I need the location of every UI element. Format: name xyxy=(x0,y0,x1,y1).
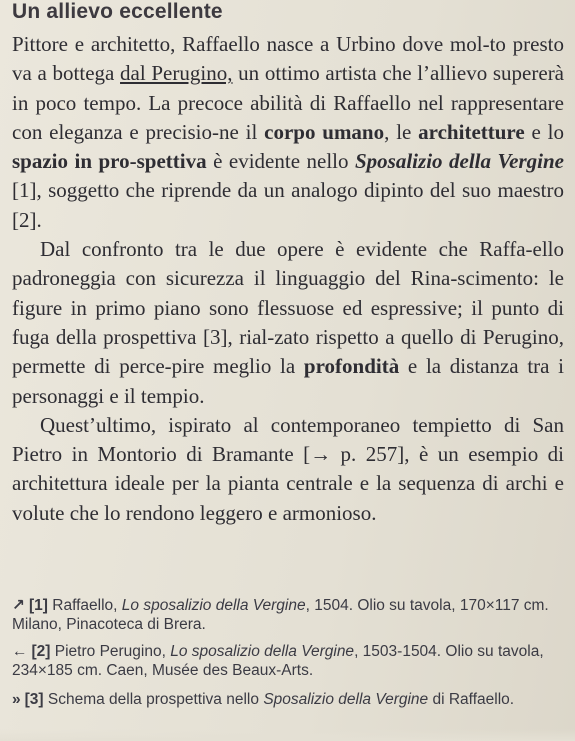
caption-1: ↗ [1] Raffaello, Lo sposalizio della Vergine, 1504. Olio su tavola, 170×117 cm. Milano, Pinacoteca di Brera. xyxy=(12,597,549,633)
paragraph-2: Dal confronto tra le due opere è evidente che Raffa-ello padroneggia con sicurezza il linguaggio del Rina-scimento: le figure in primo piano sono flessuose ed espressive; il punto di fuga della prospettiva [3], rial-zato rispetto a quello di Perugino, permette di perce-pire meglio la profondità e la distanza tra i personaggi e il tempio. xyxy=(12,237,565,408)
perugino-link[interactable]: dal Perugino, xyxy=(120,61,233,86)
double-arrow-icon: » xyxy=(12,691,21,708)
figure-captions xyxy=(12,596,564,708)
keyword-spazio-prospettiva: spazio in pro-spettiva xyxy=(12,149,207,174)
work-title: Sposalizio della Vergine xyxy=(355,149,564,174)
paragraph-3: Quest’ultimo, ispirato al contemporaneo tempietto di San Pietro in Montorio di Bramante [→ p. 257], è un esempio di architettura ideale per la pianta centrale e la sequenza di archi e volute che lo rendono leggero e armonioso. xyxy=(12,412,564,525)
paragraph-1: Pittore e architetto, Raffaello nasce a Urbino dove mol-to presto va a bottega dal Perugino, un ottimo artista che l’allievo supererà in poco tempo. La precoce abilità di Raffaello nel rappresentare con eleganza e precisio-ne il corpo umano, le architetture e lo spazio in pro-spettiva è evidente nello Sposalizio della Vergine [1], soggetto che riprende da un analogo dipinto del suo maestro [2]. xyxy=(12,32,565,232)
page-bottom-edge xyxy=(0,729,575,741)
body-text xyxy=(12,30,564,528)
caption-2: ← [2] Pietro Perugino, Lo sposalizio della Vergine, 1503-1504. Olio su tavola, 234×185 cm. Caen, Musée des Beaux-Arts. xyxy=(12,643,544,679)
keyword-corpo-umano: corpo umano xyxy=(264,119,385,144)
keyword-architetture: architetture xyxy=(418,119,525,144)
arrow-up-right-icon: ↗ xyxy=(12,597,25,614)
caption-3: » [3] Schema della prospettiva nello Sposalizio della Vergine di Raffaello. xyxy=(12,691,515,708)
arrow-left-icon: ← xyxy=(12,643,28,660)
keyword-profondita: profondità xyxy=(303,354,400,379)
section-title: Un allievo eccellente xyxy=(12,0,223,23)
